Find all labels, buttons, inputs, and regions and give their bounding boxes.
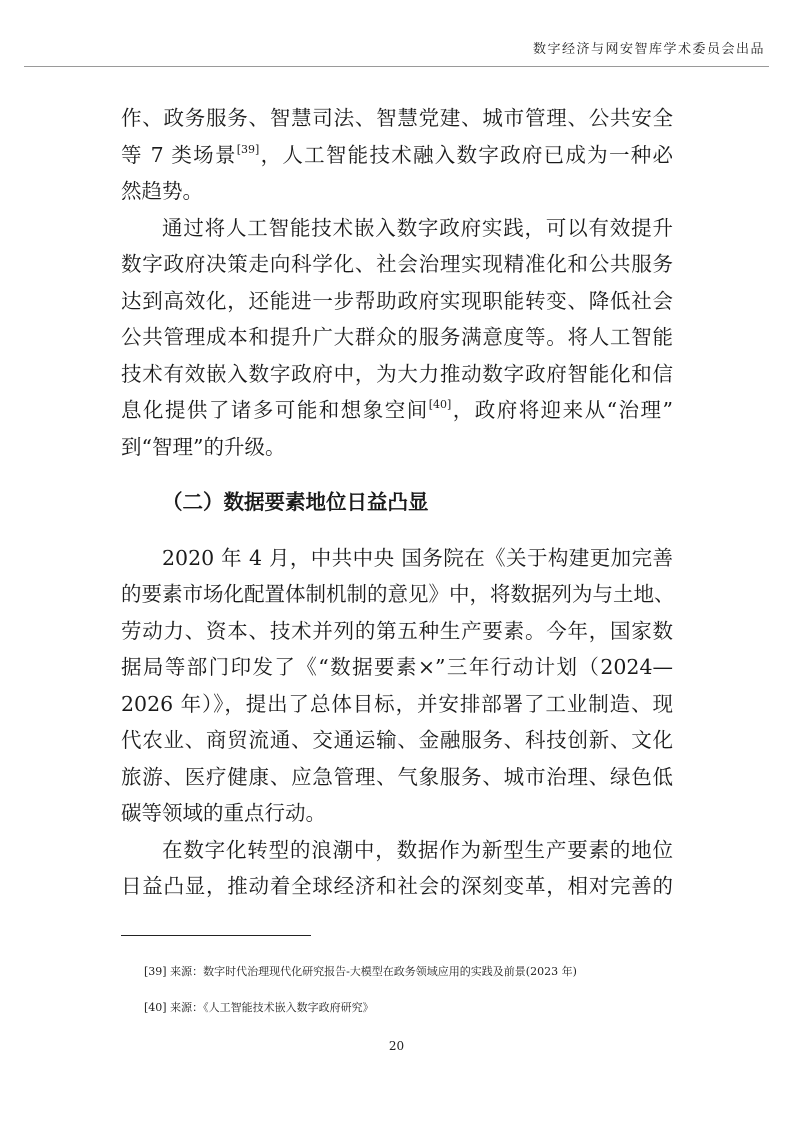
page-number: 20 (388, 1039, 405, 1053)
text-line: 劳动力、资本、技术并列的第五种生产要素。今年，国家数 (121, 618, 673, 643)
publisher-label: 数字经济与网安智库学术委员会出品 (532, 42, 765, 57)
text-segment: 息化提供了诸多可能和想象空间 (121, 398, 429, 422)
paragraph-3 (121, 540, 673, 832)
text-segment: ，人工智能技术融入数字政府已成为一种必 (259, 142, 674, 167)
paragraph-4 (121, 832, 673, 905)
body-text (121, 100, 673, 905)
text-line: 2020 年 4 月，中共中央 国务院在《关于构建更加完善 (162, 545, 673, 570)
text-line: 据局等部门印发了《“数据要素×”三年行动计划（2024— (121, 655, 673, 679)
text-line: 2026 年）》，提出了总体目标，并安排部署了工业制造、现 (121, 691, 673, 716)
footnote-40: [40] 来源：《人工智能技术嵌入数字政府研究》 (144, 1001, 374, 1014)
text-line (121, 137, 673, 174)
text-line: 技术有效嵌入数字政府中，为大力推动数字政府智能化和信 (121, 361, 673, 386)
text-line: 到“智理”的升级。 (121, 434, 286, 459)
text-line (121, 392, 673, 429)
text-line: 在数字化转型的浪潮中，数据作为新型生产要素的地位 (162, 837, 673, 862)
paragraph-2 (121, 210, 673, 466)
text-line: 日益凸显，推动着全球经济和社会的深刻变革，相对完善的 (121, 874, 673, 898)
paragraph-1 (121, 100, 673, 210)
footnote-divider (121, 935, 311, 936)
text-segment: ，政府将迎来从“治理” (451, 398, 673, 422)
text-line: 通过将人工智能技术嵌入数字政府实践，可以有效提升 (162, 215, 673, 240)
section-heading: （二）数据要素地位日益凸显 (162, 490, 429, 514)
text-line: 公共管理成本和提升广大群众的服务满意度等。将人工智能 (121, 325, 673, 349)
text-line: 作、政务服务、智慧司法、智慧党建、城市管理、公共安全 (121, 106, 673, 130)
page-header (0, 0, 793, 68)
footnote-ref-40[interactable]: [40] (428, 398, 452, 411)
text-line: 的要素市场化配置体制机制的意见》中，将数据列为与土地、 (121, 582, 675, 606)
footnote-ref-39[interactable]: [39] (236, 142, 260, 156)
footnote-39: [39] 来源：数字时代治理现代化研究报告-大模型在政务领域应用的实践及前景(2023 年) (144, 965, 577, 978)
text-line: 然趋势。 (121, 179, 203, 203)
text-line: 达到高效化，还能进一步帮助政府实现职能转变、降低社会 (121, 288, 673, 313)
text-line: 旅游、医疗健康、应急管理、气象服务、城市治理、绿色低 (121, 764, 673, 789)
header-divider (24, 66, 769, 67)
text-line: 代农业、商贸流通、交通运输、金融服务、科技创新、文化 (121, 728, 673, 752)
text-line: 碳等领域的重点行动。 (121, 801, 326, 825)
text-line: 数字政府决策走向科学化、社会治理实现精准化和公共服务 (121, 252, 673, 276)
text-segment: 等 7 类场景 (121, 142, 237, 167)
